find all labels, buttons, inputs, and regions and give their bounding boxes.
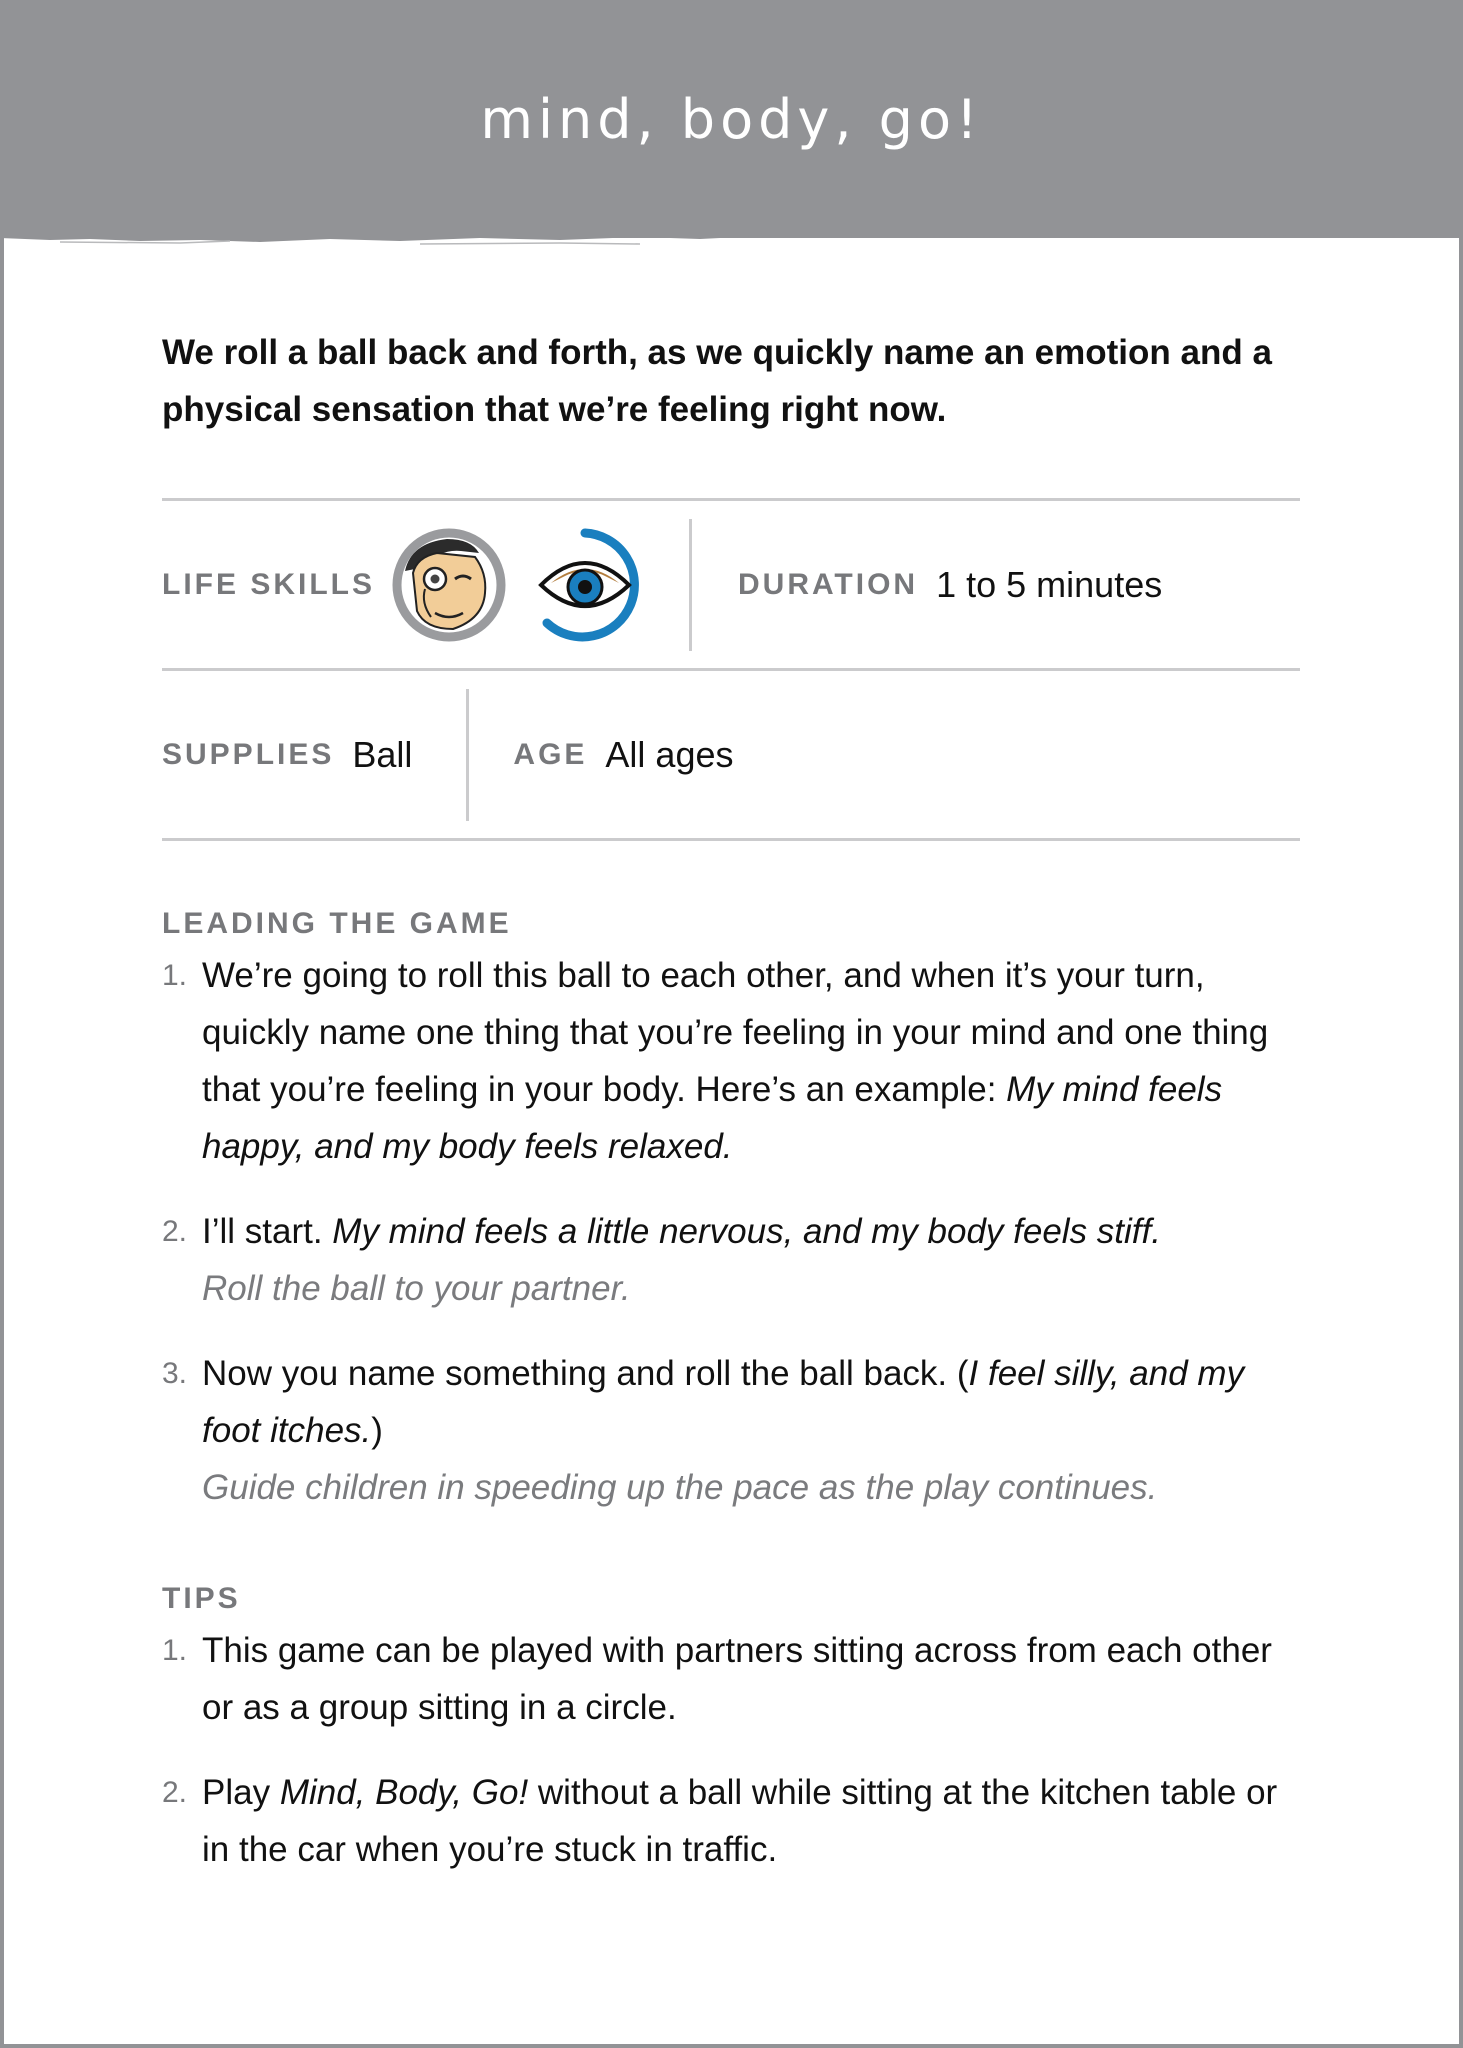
leading-steps xyxy=(162,947,1300,1516)
tips-list xyxy=(162,1622,1300,1878)
list-item xyxy=(162,1345,1300,1516)
step-note: Guide children in speeding up the pace as the play continues. xyxy=(202,1468,1158,1507)
step-number: 3. xyxy=(162,1357,188,1390)
step-example: My mind feels happy, and my body feels relaxed. xyxy=(202,1070,1223,1166)
vertical-divider xyxy=(689,519,692,651)
tips-heading: TIPS xyxy=(162,1582,241,1615)
activity-content xyxy=(162,324,1300,1878)
list-item xyxy=(162,1622,1300,1736)
brush-edge xyxy=(0,228,1463,250)
tip-text-end: without a ball while sitting at the kitchen table or in the car when you’re stuck in traffic. xyxy=(202,1773,1278,1869)
divider xyxy=(162,838,1300,841)
eye-icon xyxy=(527,527,643,643)
life-skills-label: LIFE SKILLS xyxy=(162,567,375,601)
page-header xyxy=(0,0,1463,238)
step-note: Roll the ball to your partner. xyxy=(202,1269,631,1308)
list-item xyxy=(162,947,1300,1175)
tip-game-name: Mind, Body, Go! xyxy=(279,1773,529,1812)
step-text-end: ) xyxy=(371,1411,383,1450)
age-value: All ages xyxy=(605,733,734,775)
page-title: mind, body, go! xyxy=(480,88,983,151)
focus-face-icon xyxy=(391,527,507,643)
tip-number: 2. xyxy=(162,1776,188,1809)
supplies-label: SUPPLIES xyxy=(162,737,335,771)
step-text: Now you name something and roll the ball back. ( xyxy=(202,1354,969,1393)
tip-text: Play xyxy=(202,1773,280,1812)
info-row-supplies-age xyxy=(162,671,1300,838)
duration-label: DURATION xyxy=(738,567,919,601)
list-item xyxy=(162,1203,1300,1317)
step-number: 2. xyxy=(162,1215,188,1248)
leading-heading: LEADING THE GAME xyxy=(162,907,512,940)
step-number: 1. xyxy=(162,959,188,992)
step-text: I’ll start. xyxy=(202,1212,333,1251)
age-label: AGE xyxy=(513,737,588,771)
supplies-value: Ball xyxy=(352,733,413,775)
info-row-skills-duration xyxy=(162,501,1300,668)
step-example: I feel silly, and my foot itches. xyxy=(202,1354,1245,1450)
tip-number: 1. xyxy=(162,1634,188,1667)
step-text: We’re going to roll this ball to each other, and when it’s your turn, quickly name one thing that you’re feeling in your mind and one thing that you’re feeling in your body. Here’s an example: xyxy=(202,956,1269,1109)
step-example: My mind feels a little nervous, and my body feels stiff. xyxy=(332,1212,1161,1251)
vertical-divider xyxy=(466,689,469,821)
tip-text: This game can be played with partners sitting across from each other or as a group sitting in a circle. xyxy=(202,1631,1272,1727)
intro-text: We roll a ball back and forth, as we quickly name an emotion and a physical sensation that we’re feeling right now. xyxy=(162,333,1272,429)
list-item xyxy=(162,1764,1300,1878)
duration-value: 1 to 5 minutes xyxy=(936,563,1163,605)
